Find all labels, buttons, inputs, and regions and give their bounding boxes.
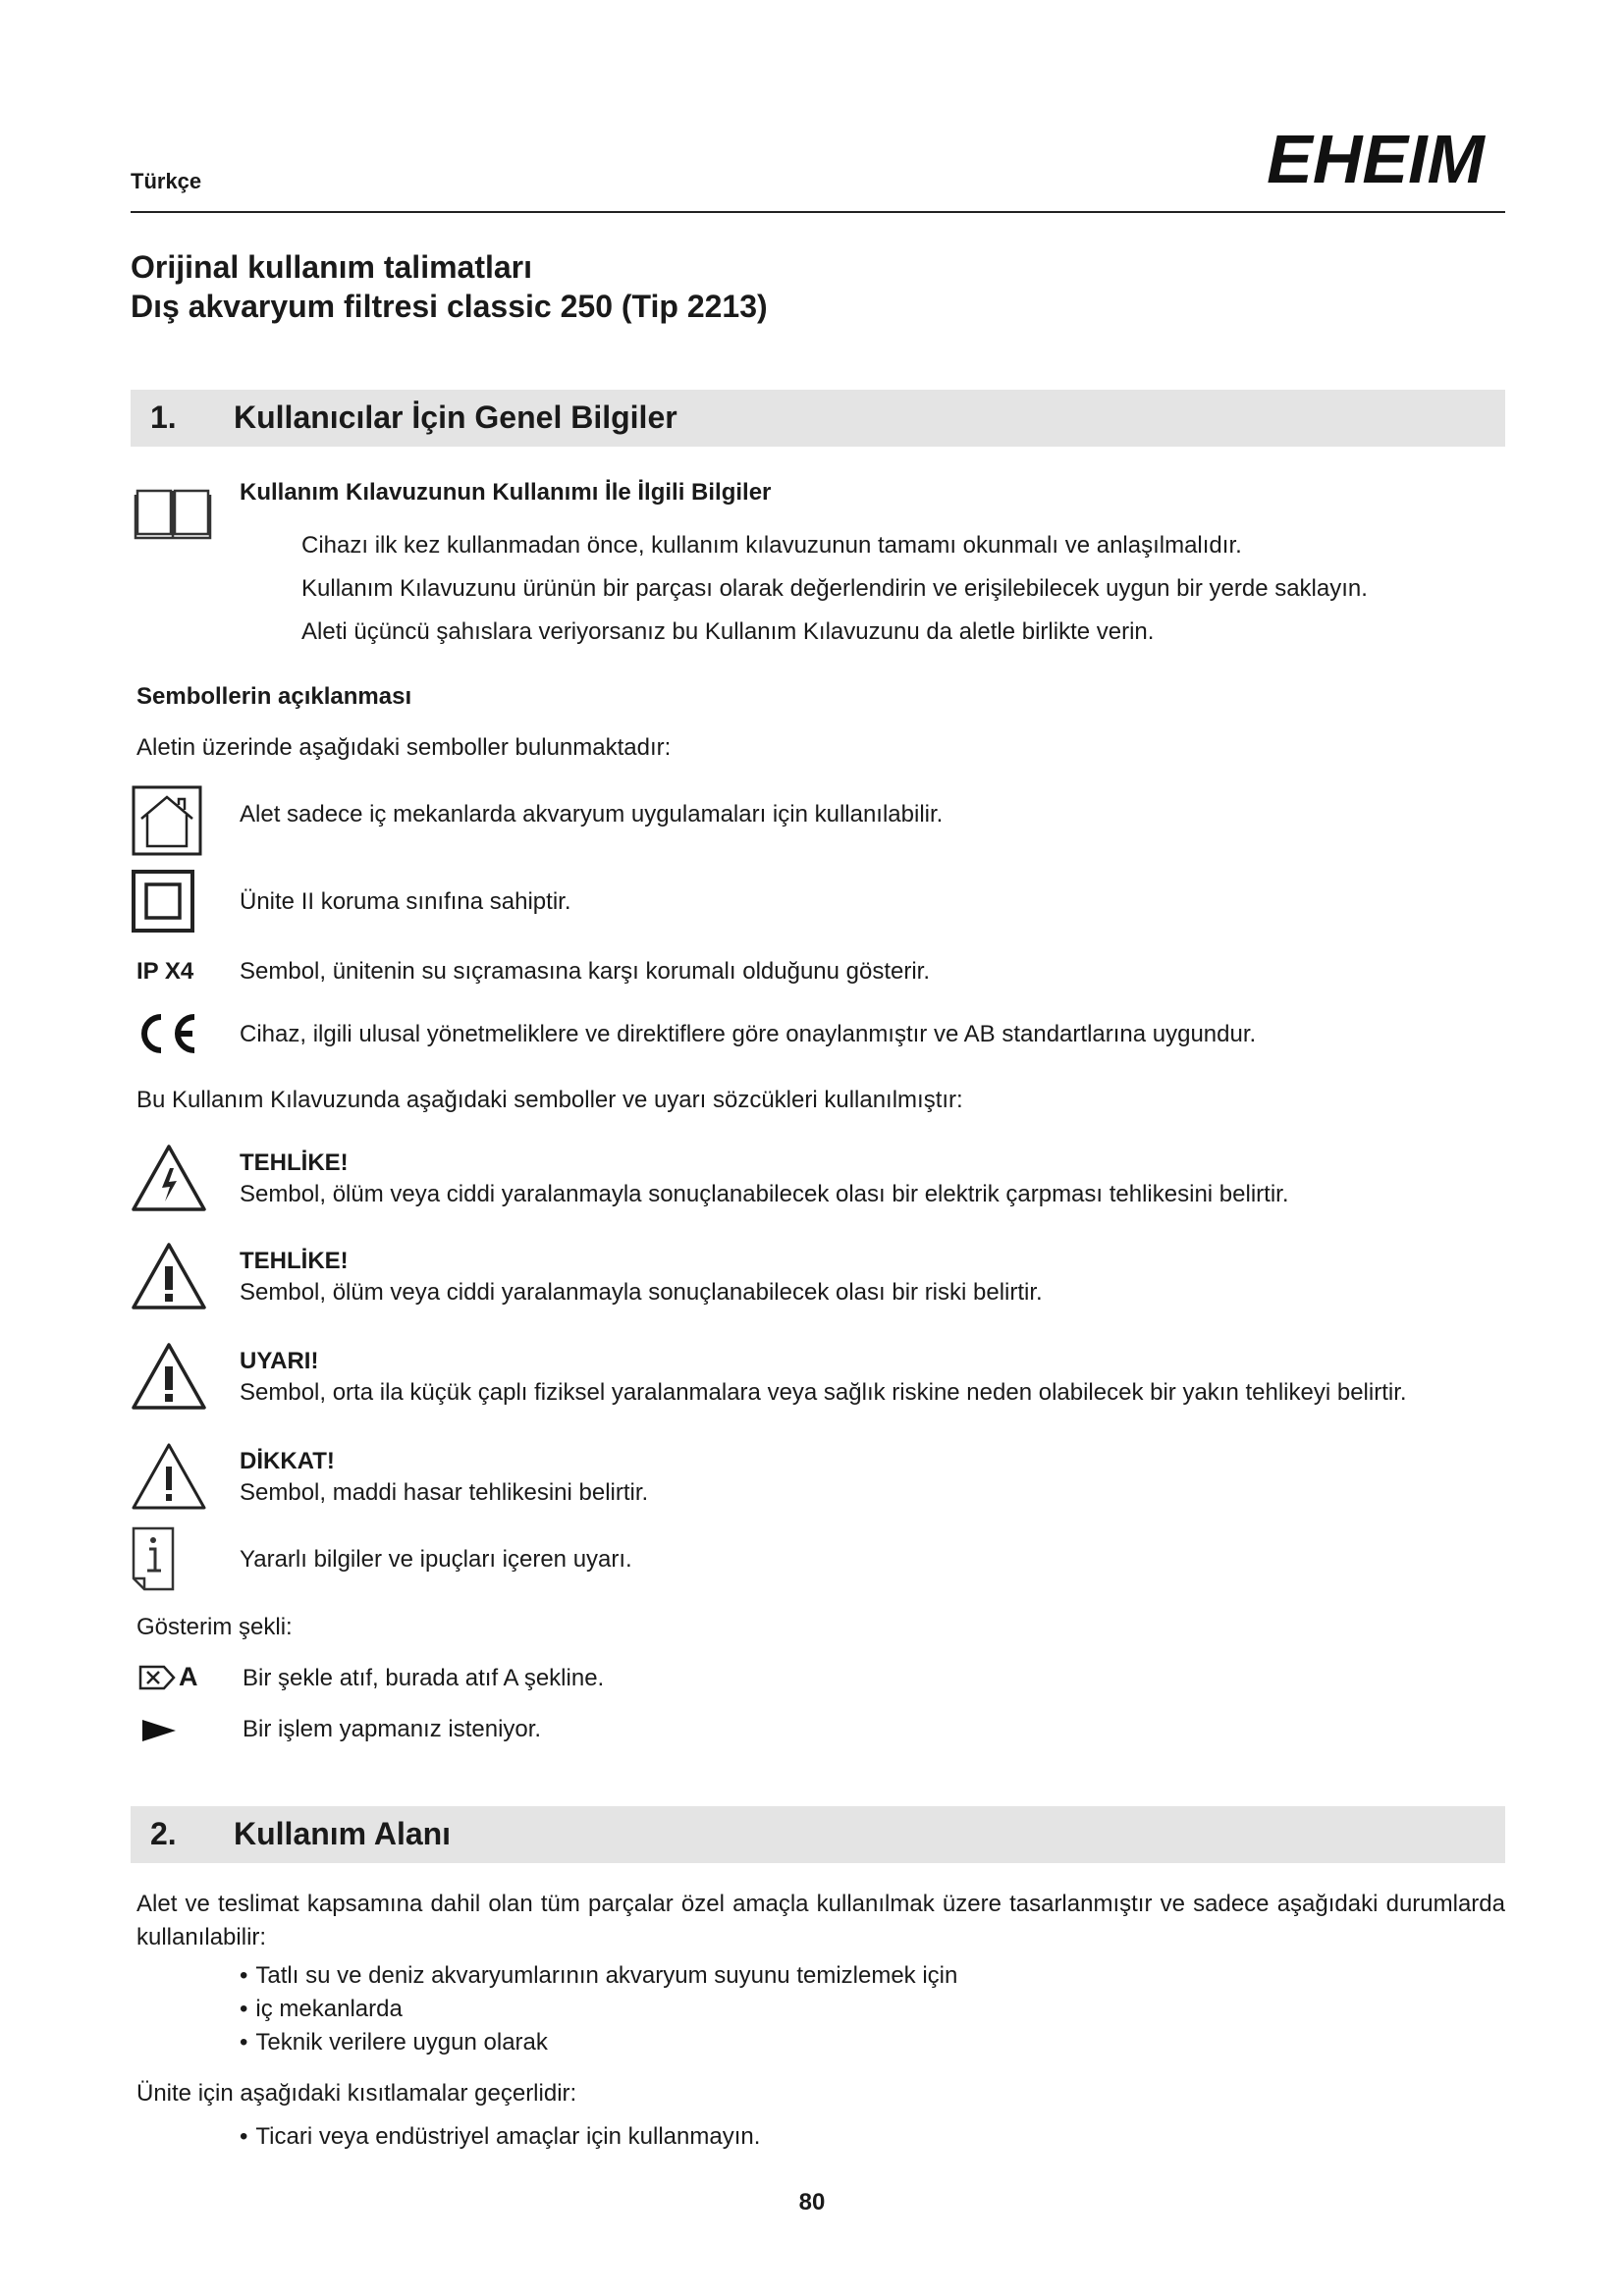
manual-line-2: Kullanım Kılavuzunu ürünün bir parçası olarak değerlendirin ve erişilebilecek uygun bir yerde saklayın.: [301, 575, 1368, 602]
protection-class-text: Ünite II koruma sınıfına sahiptir.: [240, 888, 571, 915]
symbols-intro: Aletin üzerinde aşağıdaki semboller bulunmaktadır:: [136, 734, 672, 761]
figure-reference-label: A: [179, 1662, 198, 1691]
warning-3-title: UYARI!: [240, 1348, 319, 1374]
section-1-header: [131, 390, 1505, 447]
info-note-icon: [131, 1525, 176, 1592]
page-number: 80: [798, 2189, 826, 2216]
warning-2-text: Sembol, ölüm veya ciddi yaralanmayla sonuçlanabilecek olası bir riski belirtir.: [240, 1279, 1043, 1306]
electric-hazard-icon: [131, 1143, 207, 1213]
usage-intro: Alet ve teslimat kapsamına dahil olan tüm parçalar özel amaçla kullanılmak üzere tasarlanmıştır ve sadece aşağıdaki durumlarda kullanılabilir:: [136, 1891, 1505, 1950]
section-2-number: 2.: [150, 1816, 177, 1851]
header-divider: [131, 211, 1505, 213]
usage-list: [240, 1959, 957, 2059]
symbols-heading: Sembollerin açıklanması: [136, 683, 412, 710]
danger-warning-icon: [131, 1241, 207, 1311]
warning-1-title: TEHLİKE!: [240, 1149, 349, 1176]
restrictions-list: [240, 2120, 760, 2154]
eheim-logo: [1245, 126, 1506, 190]
document-title-line2: Dış akvaryum filtresi classic 250 (Tip 2213): [131, 289, 768, 324]
ipx4-label: IP X4: [136, 958, 194, 985]
restrictions-intro: Ünite için aşağıdaki kısıtlamalar geçerlidir:: [136, 2080, 577, 2107]
info-text: Yararlı bilgiler ve ipuçları içeren uyarı.: [240, 1546, 632, 1573]
protection-class-2-icon: [132, 870, 194, 933]
language-label: Türkçe: [131, 169, 202, 193]
section-2-title: Kullanım Alanı: [234, 1816, 452, 1851]
manual-line-1: Cihazı ilk kez kullanmadan önce, kullanım kılavuzunun tamamı okunmalı ve anlaşılmalıdır.: [301, 532, 1242, 559]
notation-heading: Gösterim şekli:: [136, 1614, 293, 1640]
list-item: • Teknik verilere uygun olarak: [240, 2026, 957, 2059]
ipx4-text: Sembol, ünitenin su sıçramasına karşı korumalı olduğunu gösterir.: [240, 958, 931, 985]
warning-4-text: Sembol, maddi hasar tehlikesini belirtir.: [240, 1479, 649, 1506]
document-title: [131, 247, 768, 326]
indoor-symbol-text: Alet sadece iç mekanlarda akvaryum uygulamaları için kullanılabilir.: [240, 801, 944, 828]
list-item: • Tatlı su ve deniz akvaryumlarının akvaryum suyunu temizlemek için: [240, 1959, 957, 1993]
manual-heading: Kullanım Kılavuzunun Kullanımı İle İlgili Bilgiler: [240, 479, 772, 506]
svg-text:EHEIM: EHEIM: [1267, 126, 1485, 190]
action-arrow-icon: [140, 1718, 178, 1743]
manual-line-3: Aleti üçüncü şahıslara veriyorsanız bu Kullanım Kılavuzunu da aletle birlikte verin.: [301, 618, 1155, 645]
warning-2-title: TEHLİKE!: [240, 1248, 349, 1274]
action-text: Bir işlem yapmanız isteniyor.: [243, 1716, 542, 1742]
list-item: • iç mekanlarda: [240, 1993, 957, 2026]
section-1-title: Kullanıcılar İçin Genel Bilgiler: [234, 400, 677, 435]
warnings-intro: Bu Kullanım Kılavuzunda aşağıdaki semboller ve uyarı sözcükleri kullanılmıştır:: [136, 1087, 963, 1113]
warning-3-text: Sembol, orta ila küçük çaplı fiziksel yaralanmalara veya sağlık riskine neden olabilecek bir yakın tehlikeyi belirtir.: [240, 1379, 1407, 1406]
warning-4-title: DİKKAT!: [240, 1448, 335, 1474]
list-item: • Ticari veya endüstriyel amaçlar için kullanmayın.: [240, 2120, 760, 2154]
warning-1-text: Sembol, ölüm veya ciddi yaralanmayla sonuçlanabilecek olası bir elektrik çarpması tehlikesini belirtir.: [240, 1181, 1289, 1207]
warning-icon: [131, 1341, 207, 1412]
caution-icon: [131, 1441, 207, 1512]
indoor-house-icon: [132, 785, 202, 856]
section-2-header: [131, 1806, 1505, 1863]
figure-reference-icon: [138, 1665, 176, 1690]
figure-reference-text: Bir şekle atıf, burada atıf A şekline.: [243, 1665, 605, 1691]
ce-mark-icon: [134, 1011, 198, 1056]
ce-text: Cihaz, ilgili ulusal yönetmeliklere ve direktiflere göre onaylanmıştır ve AB standartlarına uygundur.: [240, 1021, 1257, 1047]
section-1-number: 1.: [150, 400, 177, 435]
document-title-line1: Orijinal kullanım talimatları: [131, 249, 533, 285]
book-icon: [134, 483, 212, 542]
